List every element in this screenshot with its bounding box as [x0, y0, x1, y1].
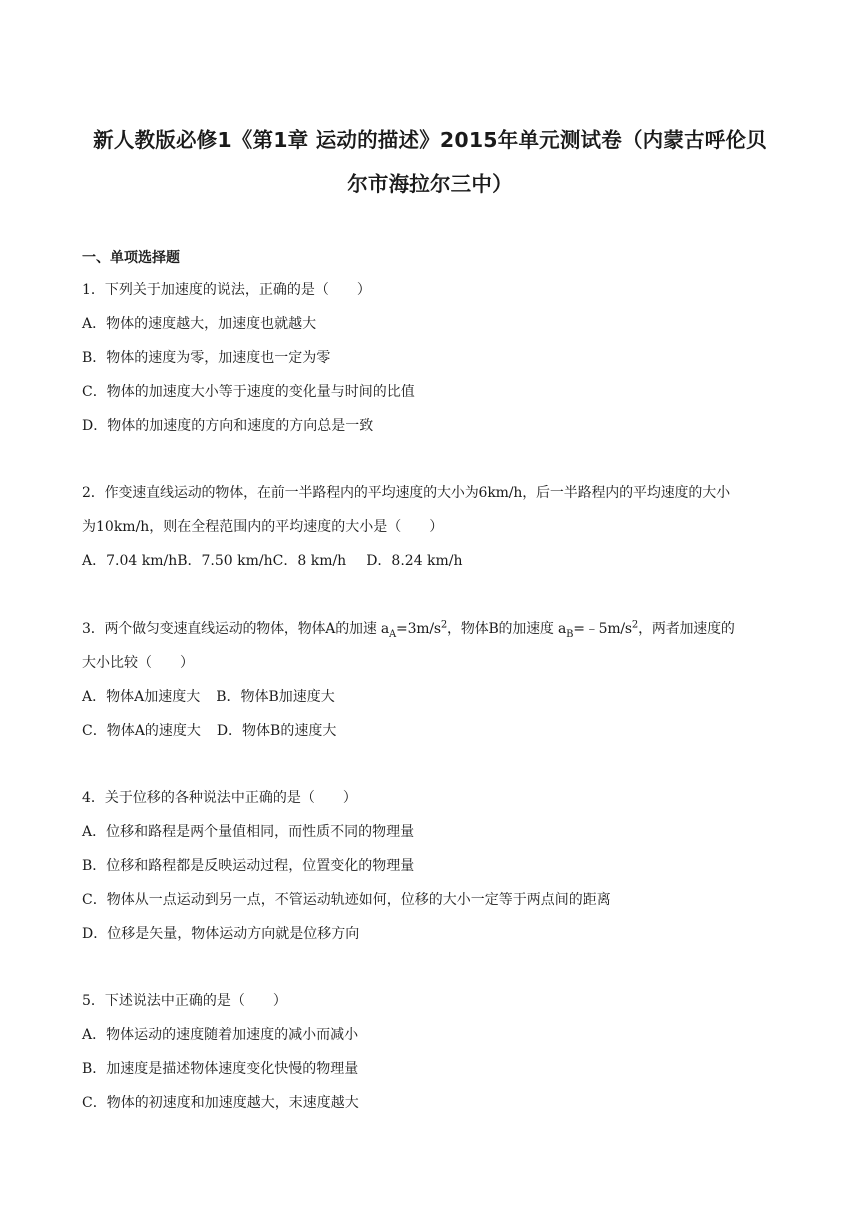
q4-option-b: B．位移和路程都是反映运动过程，位置变化的物理量 — [82, 858, 415, 874]
section-heading: 一、单项选择题 — [82, 250, 180, 266]
q1-option-b: B．物体的速度为零，加速度也一定为零 — [82, 350, 331, 366]
q4-option-d: D．位移是矢量，物体运动方向就是位移方向 — [82, 926, 360, 942]
title-line-2: 尔市海拉尔三中） — [347, 172, 513, 196]
q5-stem: 5．下述说法中正确的是（ ） — [82, 993, 287, 1009]
q5-option-a: A．物体运动的速度随着加速度的减小而减小 — [82, 1027, 359, 1043]
q2-stem-line-1: 2．作变速直线运动的物体，在前一半路程内的平均速度的大小为6km/h，后一半路程内的平均速度的大小 — [82, 485, 730, 501]
q3-superscript-2: 2 — [631, 619, 639, 631]
q1-stem: 1．下列关于加速度的说法，正确的是（ ） — [82, 282, 371, 298]
q4-option-c: C．物体从一点运动到另一点，不管运动轨迹如何，位移的大小一定等于两点间的距离 — [82, 892, 611, 908]
q3-superscript-1: 2 — [440, 619, 448, 631]
page-title — [60, 118, 800, 206]
q2-stem-line-2: 为10km/h，则在全程范围内的平均速度的大小是（ ） — [82, 519, 444, 535]
q1-option-c: C．物体的加速度大小等于速度的变化量与时间的比值 — [82, 384, 415, 400]
q1-option-a: A．物体的速度越大，加速度也就越大 — [82, 316, 317, 332]
q2-option-a: A．7.04 km/h — [82, 553, 178, 569]
q2-option-c: C．8 km/h — [272, 553, 347, 569]
q3-options-row-2 — [82, 721, 336, 741]
q5-option-b: B．加速度是描述物体速度变化快慢的物理量 — [82, 1061, 359, 1077]
q3-option-c: C．物体A的速度大 — [82, 723, 201, 739]
q3-subscript-a: A — [389, 628, 397, 640]
title-line-1: 新人教版必修1《第1章 运动的描述》2015年单元测试卷（内蒙古呼伦贝 — [93, 128, 767, 152]
q2-option-b: B．7.50 km/h — [177, 553, 273, 569]
q3-option-b: B．物体B加速度大 — [216, 689, 335, 705]
q4-stem: 4．关于位移的各种说法中正确的是（ ） — [82, 790, 357, 806]
q3-option-a: A．物体A加速度大 — [82, 689, 201, 705]
q4-option-a: A．位移和路程是两个量值相同，而性质不同的物理量 — [82, 824, 415, 840]
q3-options-row-1 — [82, 687, 335, 707]
q2-option-d: D．8.24 km/h — [366, 553, 463, 569]
q1-option-d: D．物体的加速度的方向和速度的方向总是一致 — [82, 418, 374, 434]
q3-subscript-b: B — [566, 628, 574, 640]
q3-stem-line-2: 大小比较（ ） — [82, 655, 194, 671]
q2-options — [82, 551, 463, 571]
q3-option-d: D．物体B的速度大 — [216, 723, 337, 739]
q3-stem-line-1: 3．两个做匀变速直线运动的物体，物体A的加速 $a_A=3m/s^2$，物体B的加速度 $a_B=﹣5m/s^2$，两者加速度的 — [82, 619, 735, 640]
q5-option-c: C．物体的初速度和加速度越大，末速度越大 — [82, 1095, 359, 1111]
